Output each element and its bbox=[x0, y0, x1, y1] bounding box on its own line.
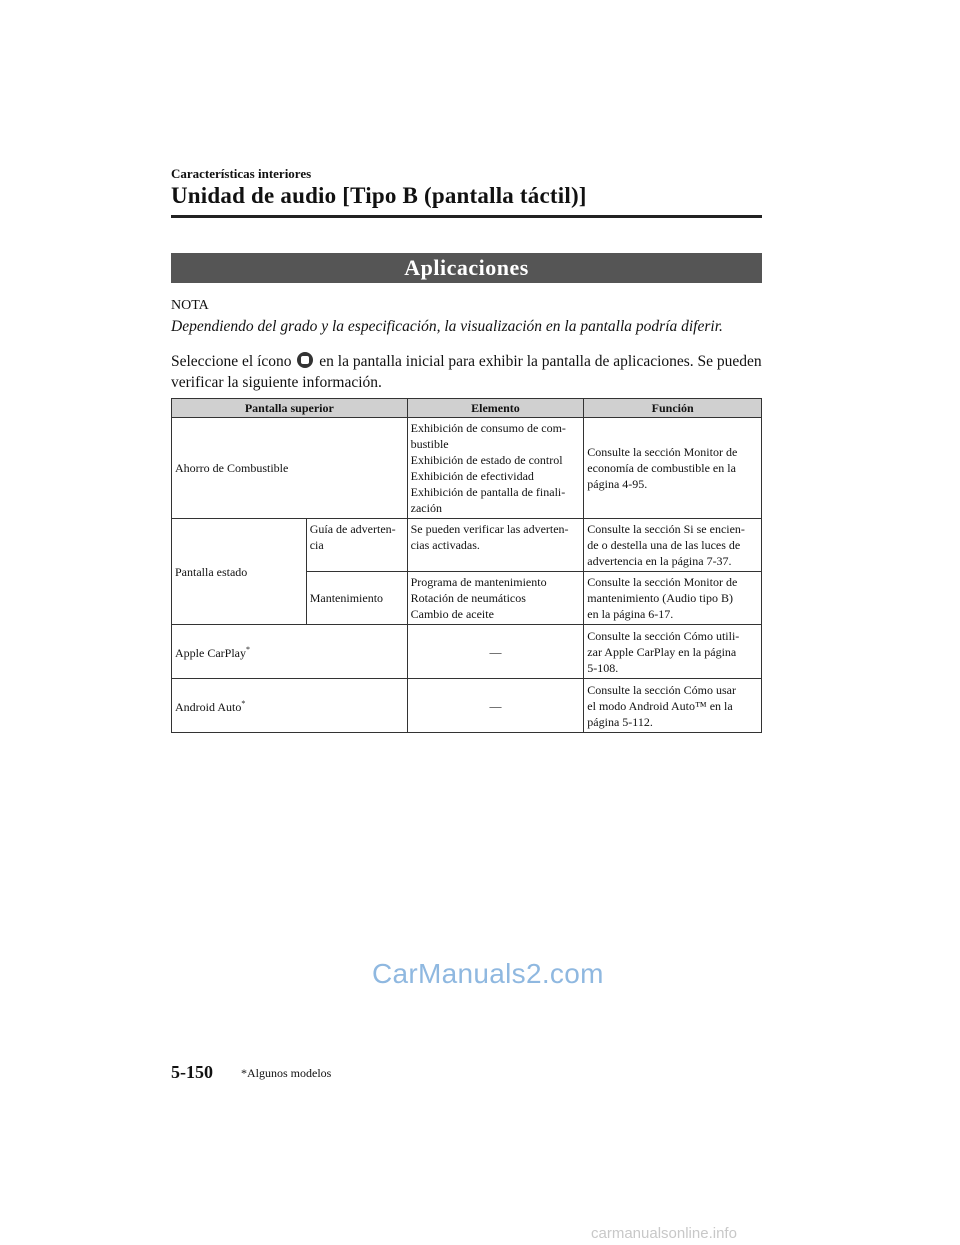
cell-line: en la página 6-17. bbox=[587, 607, 674, 621]
cell-text: Android Auto bbox=[175, 700, 242, 714]
applications-table bbox=[171, 398, 762, 733]
header-top-screen: Pantalla superior bbox=[172, 399, 408, 418]
watermark-carmanuals2: CarManuals2.com bbox=[372, 958, 604, 989]
note-text: Dependiendo del grado y la especificación, la visualización en la pantalla podría diferir. bbox=[171, 318, 723, 335]
cell-text: Apple CarPlay bbox=[175, 646, 246, 660]
cell-line: Consulte la sección Cómo utili- bbox=[587, 628, 740, 643]
cell-function-maintenance bbox=[584, 572, 762, 625]
cell-line: Guía de adverten- bbox=[309, 522, 396, 536]
cell-items-fuel bbox=[407, 418, 584, 519]
cell-line: Consulte la sección Cómo usar bbox=[587, 682, 736, 697]
cell-line: cias activadas. bbox=[410, 538, 480, 552]
watermark-carmanualsonline: carmanualsonline.info bbox=[591, 1225, 737, 1242]
page-number: 5-150 bbox=[171, 1062, 213, 1082]
cell-element-android: — bbox=[407, 679, 584, 733]
cell-line: Programa de mantenimiento bbox=[410, 575, 547, 589]
table-header-row bbox=[172, 399, 762, 418]
cell-line: Exhibición de efectividad bbox=[410, 469, 534, 483]
footnote-mark: * bbox=[246, 645, 250, 654]
cell-items-warning bbox=[407, 519, 584, 572]
cell-function-fuel bbox=[584, 418, 762, 519]
page-title: Unidad de audio [Tipo B (pantalla táctil)] bbox=[171, 183, 587, 208]
header-item: Elemento bbox=[407, 399, 584, 418]
cell-function-warning bbox=[584, 519, 762, 572]
table-row bbox=[172, 625, 762, 679]
cell-function-carplay bbox=[584, 625, 762, 679]
cell-function-android bbox=[584, 679, 762, 733]
cell-line: Consulte la sección Si se encien- bbox=[587, 522, 745, 536]
section-label: Características interiores bbox=[171, 166, 312, 181]
note-label: NOTA bbox=[171, 298, 209, 313]
cell-element-warning bbox=[306, 519, 407, 572]
cell-line: página 4-95. bbox=[587, 477, 648, 491]
cell-line: advertencia en la página 7-37. bbox=[587, 554, 732, 568]
cell-items-maintenance bbox=[407, 572, 584, 625]
section-band-title: Aplicaciones bbox=[171, 253, 762, 283]
cell-line: Exhibición de estado de control bbox=[410, 453, 563, 467]
cell-line: Exhibición de pantalla de finali- bbox=[410, 485, 566, 499]
applications-icon bbox=[297, 352, 313, 368]
cell-line: Consulte la sección Monitor de bbox=[587, 575, 738, 589]
title-divider bbox=[171, 215, 762, 218]
table-row bbox=[172, 519, 762, 572]
cell-line: Rotación de neumáticos bbox=[410, 591, 526, 605]
cell-line: economía de combustible en la bbox=[587, 461, 736, 475]
cell-element-carplay: — bbox=[407, 625, 584, 679]
header-function: Función bbox=[584, 399, 762, 418]
intro-text-start: Seleccione el ícono bbox=[171, 353, 292, 370]
cell-line: Exhibición de consumo de com- bbox=[410, 421, 566, 435]
intro-paragraph bbox=[171, 351, 762, 393]
cell-line: Cambio de aceite bbox=[410, 607, 494, 621]
cell-line: bustible bbox=[410, 437, 449, 451]
cell-line: 5-108. bbox=[587, 660, 619, 675]
cell-line: cia bbox=[309, 538, 324, 552]
cell-line: mantenimiento (Audio tipo B) bbox=[587, 591, 733, 605]
intro-text-end: en la pantalla inicial para exhibir la pantalla de aplicaciones. Se pueden verificar la siguiente información. bbox=[171, 353, 762, 391]
cell-line: de o destella una de las luces de bbox=[587, 538, 741, 552]
footnote-some-models: *Algunos modelos bbox=[241, 1066, 332, 1080]
table-row bbox=[172, 679, 762, 733]
cell-line: Se pueden verificar las adverten- bbox=[410, 522, 569, 536]
cell-line: Consulte la sección Monitor de bbox=[587, 445, 738, 459]
cell-element-maintenance: Mantenimiento bbox=[306, 572, 407, 625]
cell-line: el modo Android Auto™ en la bbox=[587, 698, 733, 713]
cell-line: zación bbox=[410, 501, 442, 515]
table-row bbox=[172, 418, 762, 519]
footnote-mark: * bbox=[241, 699, 246, 708]
cell-screen-fuel: Ahorro de Combustible bbox=[172, 418, 408, 519]
cell-screen-carplay bbox=[172, 625, 408, 679]
cell-line: zar Apple CarPlay en la página bbox=[587, 644, 737, 659]
cell-screen-android bbox=[172, 679, 408, 733]
cell-screen-status: Pantalla estado bbox=[172, 519, 307, 625]
cell-line: página 5-112. bbox=[587, 714, 653, 729]
